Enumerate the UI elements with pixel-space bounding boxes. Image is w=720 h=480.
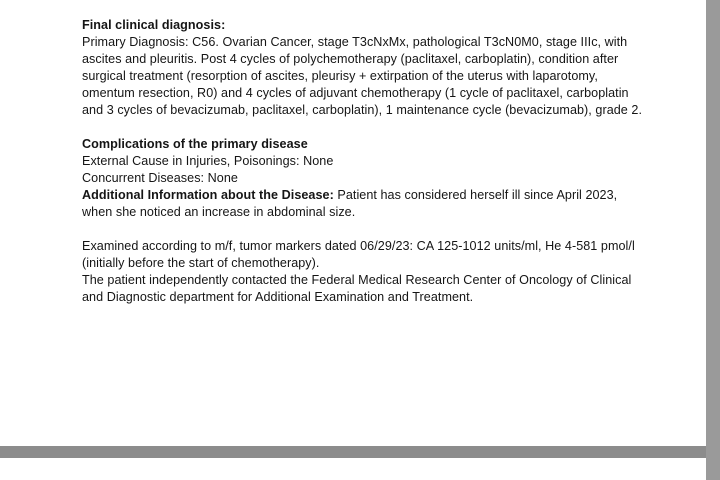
examined-paragraph: Examined according to m/f, tumor markers dated 06/29/23: CA 125-1012 units/ml, He 4-581 pmol/l (initially before the start of chemotherapy). <box>82 239 635 270</box>
additional-info-paragraph <box>82 187 642 221</box>
additional-info-label: Additional Information about the Disease: <box>82 188 334 202</box>
complications-heading: Complications of the primary disease <box>82 137 308 151</box>
external-cause-line: External Cause in Injuries, Poisonings: None <box>82 154 334 168</box>
final-diagnosis-text: Primary Diagnosis: C56. Ovarian Cancer, stage T3cNxMx, pathological T3cN0M0, stage IIIc, with ascites and pleuritis. Post 4 cycles of polychemotherapy (paclitaxel, carboplatin), condition after surgical treatment (resorption of ascites, pleurisy + extirpation of the uterus with laparotomy, omentum resection, R0) and 4 cycles of adjuvant chemotherapy (1 cycle of paclitaxel, carboplatin and 3 cycles of bevacizumab, paclitaxel, carboplatin), 1 maintenance cycle (bevacizumab), grade 2. <box>82 35 643 117</box>
document-content <box>82 17 642 306</box>
referral-paragraph: The patient independently contacted the Federal Medical Research Center of Oncology of Clinical and Diagnostic department for Additional Examination and Treatment. <box>82 273 632 304</box>
viewer-background <box>706 0 720 480</box>
concurrent-diseases-line: Concurrent Diseases: None <box>82 171 238 185</box>
final-diagnosis-heading: Final clinical diagnosis: <box>82 18 226 32</box>
next-page <box>0 458 706 480</box>
additional-info-text: Patient has considered herself ill since April 2023, when she noticed an increase in abdominal size. <box>82 188 618 219</box>
